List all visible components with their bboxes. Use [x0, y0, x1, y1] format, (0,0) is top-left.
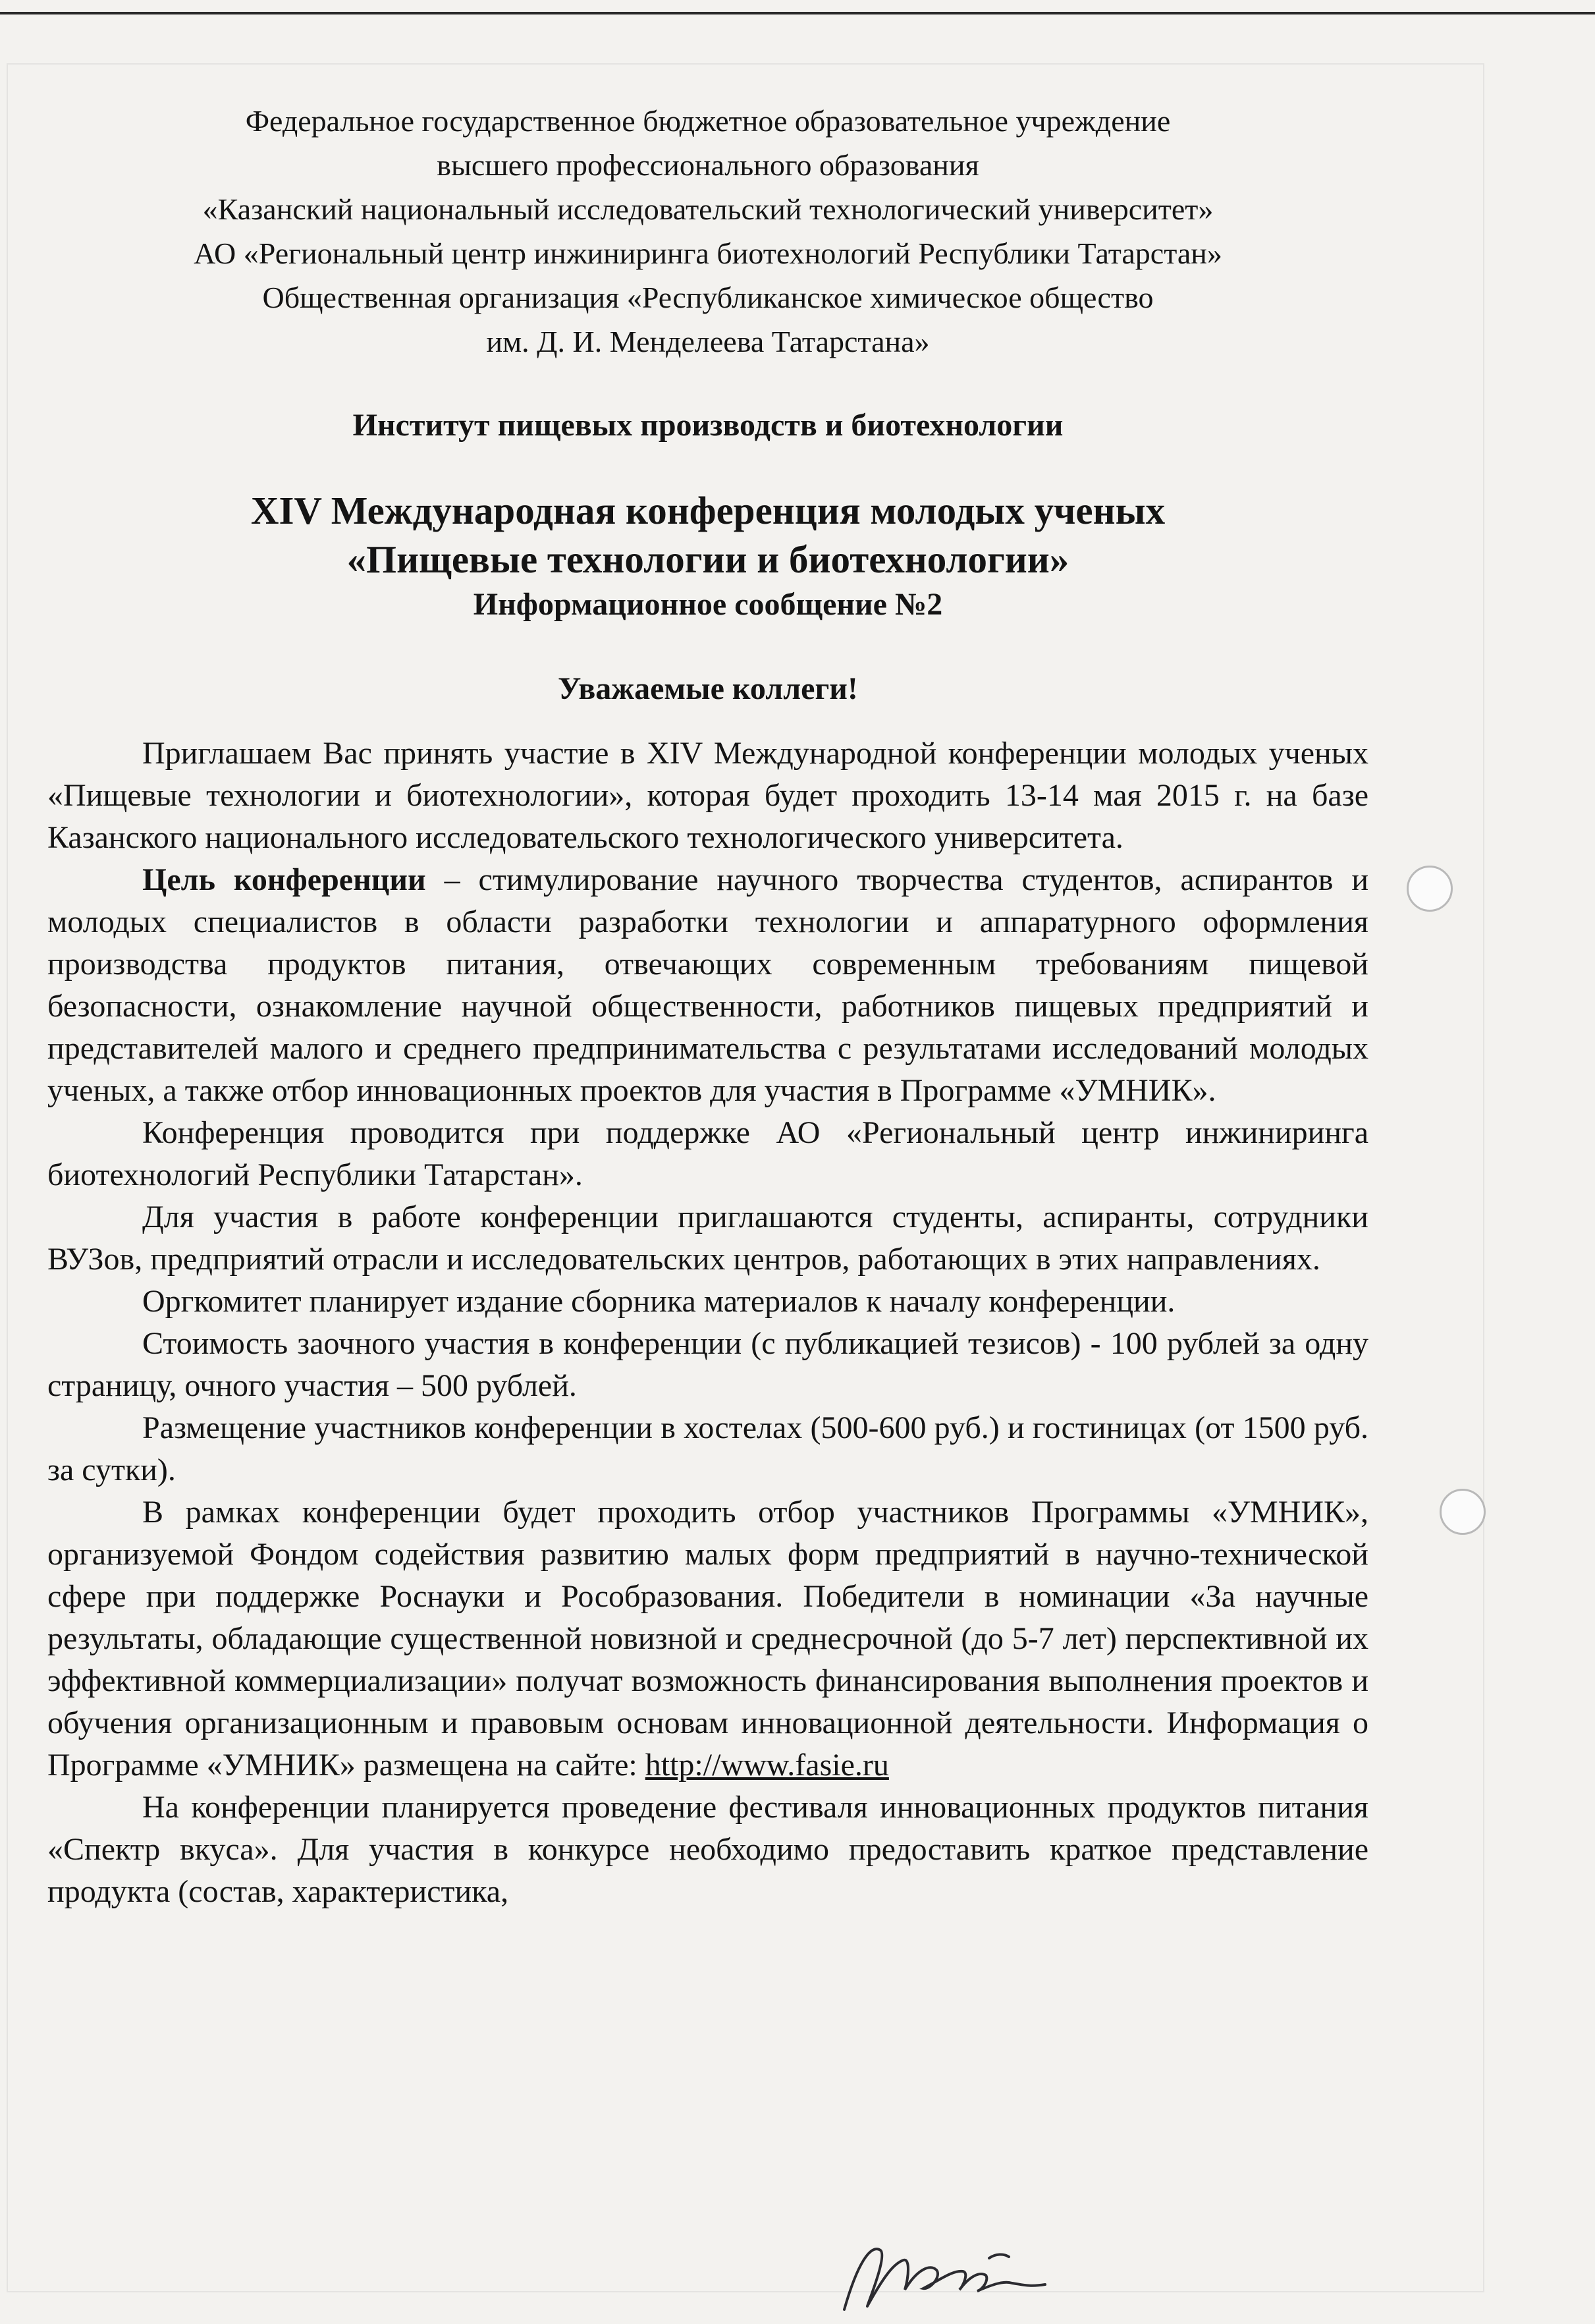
org-line-4: АО «Региональный центр инжиниринга биотехнологий Республики Татарстан»	[194, 236, 1222, 270]
paragraph-invitation: Приглашаем Вас принять участие в XIV Международной конференции молодых ученых «Пищевые технологии и биотехнологии», которая будет проходить 13-14 мая 2015 г. на базе Казанского национального исследовательского технологического университета.	[47, 736, 1368, 855]
punch-hole-lower	[1440, 1489, 1486, 1535]
paragraph-umnik	[47, 1491, 1368, 1786]
organizations-header	[47, 99, 1368, 364]
org-line-1: Федеральное государственное бюджетное образовательное учреждение	[245, 104, 1171, 138]
institute-name: Институт пищевых производств и биотехнологии	[352, 408, 1064, 443]
conference-title-line-2: «Пищевые технологии и биотехнологии»	[346, 538, 1069, 581]
conference-title	[47, 486, 1368, 584]
greeting: Уважаемые коллеги!	[558, 671, 858, 706]
paragraph-accommodation: Размещение участников конференции в хостелах (500-600 руб.) и гостиницах (от 1500 руб. за сутки).	[47, 1410, 1368, 1487]
paragraph-festival: На конференции планируется проведение фестиваля инновационных продуктов питания «Спектр вкуса». Для участия в конкурсе необходимо предоставить краткое представление продукта (состав, характеристика,	[47, 1790, 1368, 1909]
paragraph-proceedings: Оргкомитет планирует издание сборника материалов к началу конференции.	[142, 1284, 1176, 1319]
org-line-2: высшего профессионального образования	[437, 148, 979, 182]
paragraph-goal	[47, 859, 1368, 1112]
org-line-3: «Казанский национальный исследовательский технологический университет»	[202, 192, 1214, 226]
paragraph-participants: Для участия в работе конференции приглашаются студенты, аспиранты, сотрудники ВУЗов, предприятий отрасли и исследовательских центров, работающих в этих направлениях.	[47, 1200, 1368, 1277]
paragraph-fees: Стоимость заочного участия в конференции (с публикацией тезисов) - 100 рублей за одну страницу, очного участия – 500 рублей.	[47, 1326, 1368, 1403]
info-message-heading: Информационное сообщение №2	[473, 587, 943, 622]
punch-hole-upper	[1407, 866, 1453, 912]
goal-text: – стимулирование научного творчества студентов, аспирантов и молодых специалистов в области разработки технологии и аппаратурного оформления производства продуктов питания, отвечающих современным требованиям пищевой безопасности, ознакомление научной общественности, работников пищевых предприятий и представителей малого и среднего предпринимательства с результатами исследований молодых ученых, а также отбор инновационных проектов для участия в Программе «УМНИК».	[47, 862, 1369, 1108]
handwritten-signature	[831, 2224, 1081, 2323]
goal-label: Цель конференции	[142, 862, 426, 897]
document-page	[47, 99, 1368, 1913]
top-border-line	[0, 12, 1595, 14]
fasie-link[interactable]: http://www.fasie.ru	[645, 1748, 889, 1783]
paragraph-support: Конференция проводится при поддержке АО «Региональный центр инжиниринга биотехнологий Республики Татарстан».	[47, 1115, 1368, 1192]
org-line-5: Общественная организация «Республиканское химическое общество	[262, 281, 1154, 314]
org-line-6: им. Д. И. Менделеева Татарстана»	[486, 325, 930, 358]
umnik-text: В рамках конференции будет проходить отбор участников Программы «УМНИК», организуемой Фондом содействия развитию малых форм предприятий в научно-технической сфере при поддержке Роснауки и Рособразования. Победители в номинации «За научные результаты, обладающие существенной новизной и среднесрочной (до 5-7 лет) перспективной их эффективной коммерциализации» получат возможность финансирования выполнения проектов и обучения организационным и правовым основам инновационной деятельности. Информация о Программе «УМНИК» размещена на сайте:	[47, 1495, 1368, 1783]
conference-title-line-1: XIV Международная конференция молодых ученых	[250, 489, 1166, 532]
